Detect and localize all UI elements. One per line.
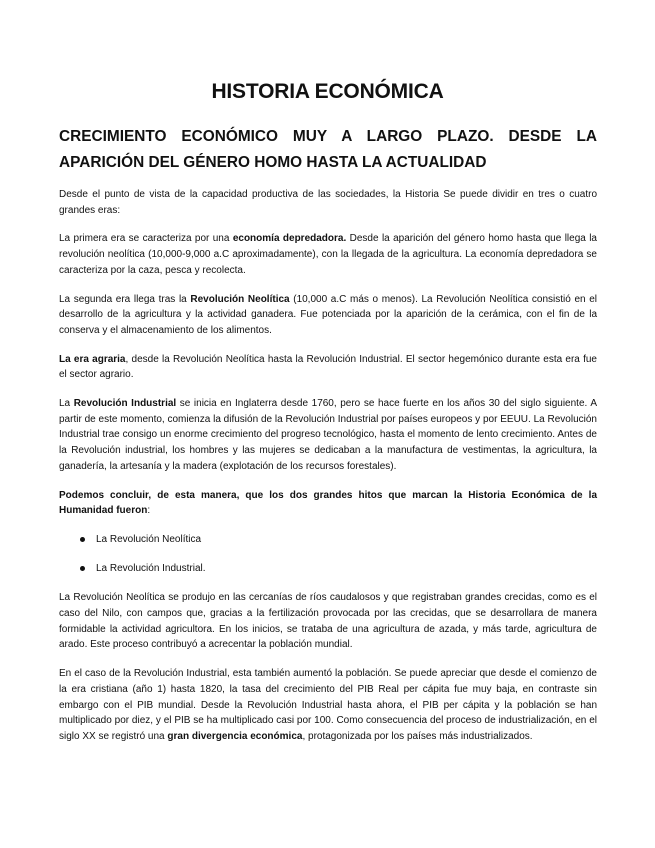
text-run: La <box>59 398 74 410</box>
paragraph-primera-era <box>59 231 597 278</box>
paragraph-revolucion-industrial <box>59 396 597 475</box>
text-run: : <box>147 505 151 517</box>
text-run: se inicia en Inglaterra desde 1760, pero se hace fuerte en los años 30 del siglo siguiente. A partir de este momento, comienza la difusión de la Revolución Industrial por países europeos y por EEUU. La Revolución Industrial trae consigo un enorme crecimiento del progreso tecnológico, hasta el momento de lento crecimiento. Antes de la Revolución industrial, los hombres y las mujeres se dedicaban a la manufactura de vestimentas, la agricultura, la ganadería, la artesanía y la madera (explotación de los recursos forestales). <box>59 398 597 472</box>
text-run: La primera era se caracteriza por una <box>59 233 233 245</box>
text-run: En el caso de la Revolución Industrial, esta también aumentó la población. Se puede apreciar que desde el comienzo de la era cristiana (año 1) hasta 1820, la tasa del crecimiento del PIB Real per cápita fue muy baja, en contraste sin embargo con el PIB mundial. Desde la Revolución Industrial hasta ahora, el PIB per cápita y la población se han multiplicado por diez, y el PIB se ha multiplicado casi por 100. Como consecuencia del proceso de industrialización, en el siglo XX se registró una <box>59 668 597 742</box>
paragraph-neolitica-rios: La Revolución Neolítica se produjo en las cercanías de ríos caudalosos y que registraban grandes crecidas, como es el caso del Nilo, con campos que, gracias a la fertilización provocada por las crecidas, que se desarrollara de manera formidable la actividad agricultora. En los inicios, se trataba de una agricultura de azada, y más tarde, agricultura de arado. Este proceso contribuyó a acrecentar la población mundial. <box>59 592 597 651</box>
list-item: La Revolución Neolítica <box>59 532 597 548</box>
text-run: (10,000 a.C más o menos). La Revolución Neolítica consistió en el desarrollo de la agricultura y la actividad ganadera. Fue potenciada por la aparición de la cerámica, con el fin de la conserva y el almacenamiento de los alimentos. <box>59 293 597 336</box>
section-heading: CRECIMIENTO ECONÓMICO MUY A LARGO PLAZO. DESDE LA APARICIÓN DEL GÉNERO HOMO HASTA LA ACTUALIDAD <box>59 128 597 171</box>
bold-term: Revolución Industrial <box>73 398 177 410</box>
text-run: Desde la aparición del género homo hasta que llega la revolución neolítica (10,000-9,000 a.C aproximadamente), con la llegada de la agricultura. La economía depredadora se caracteriza por la caza, pesca y recolecta. <box>59 233 597 276</box>
text-run: , desde la Revolución Neolítica hasta la Revolución Industrial. El sector hegemónico durante esta era fue el sector agrario. <box>59 353 597 381</box>
paragraph-era-agraria <box>59 352 597 383</box>
bold-term: economía depredadora. <box>232 233 347 245</box>
milestones-list <box>59 532 597 576</box>
page-title: HISTORIA ECONÓMICA <box>211 80 444 103</box>
list-item: La Revolución Industrial. <box>59 561 597 577</box>
text-run: La segunda era llega tras la <box>59 293 191 305</box>
paragraph-poblacion <box>59 666 597 745</box>
conclusion-paragraph <box>59 488 597 519</box>
bold-term: La era agraria <box>59 353 126 365</box>
bold-conclusion: Podemos concluir, de esta manera, que los dos grandes hitos que marcan la Historia Económica de la Humanidad fueron <box>59 489 597 517</box>
bold-term: Revolución Neolítica <box>190 293 290 305</box>
paragraph-segunda-era <box>59 292 597 339</box>
document-body <box>59 187 597 758</box>
intro-paragraph: Desde el punto de vista de la capacidad productiva de las sociedades, la Historia Se puede dividir en tres o cuatro grandes eras: <box>59 189 597 216</box>
bold-term: gran divergencia económica <box>167 730 303 742</box>
text-run: , protagonizada por los países más industrializados. <box>302 730 533 742</box>
